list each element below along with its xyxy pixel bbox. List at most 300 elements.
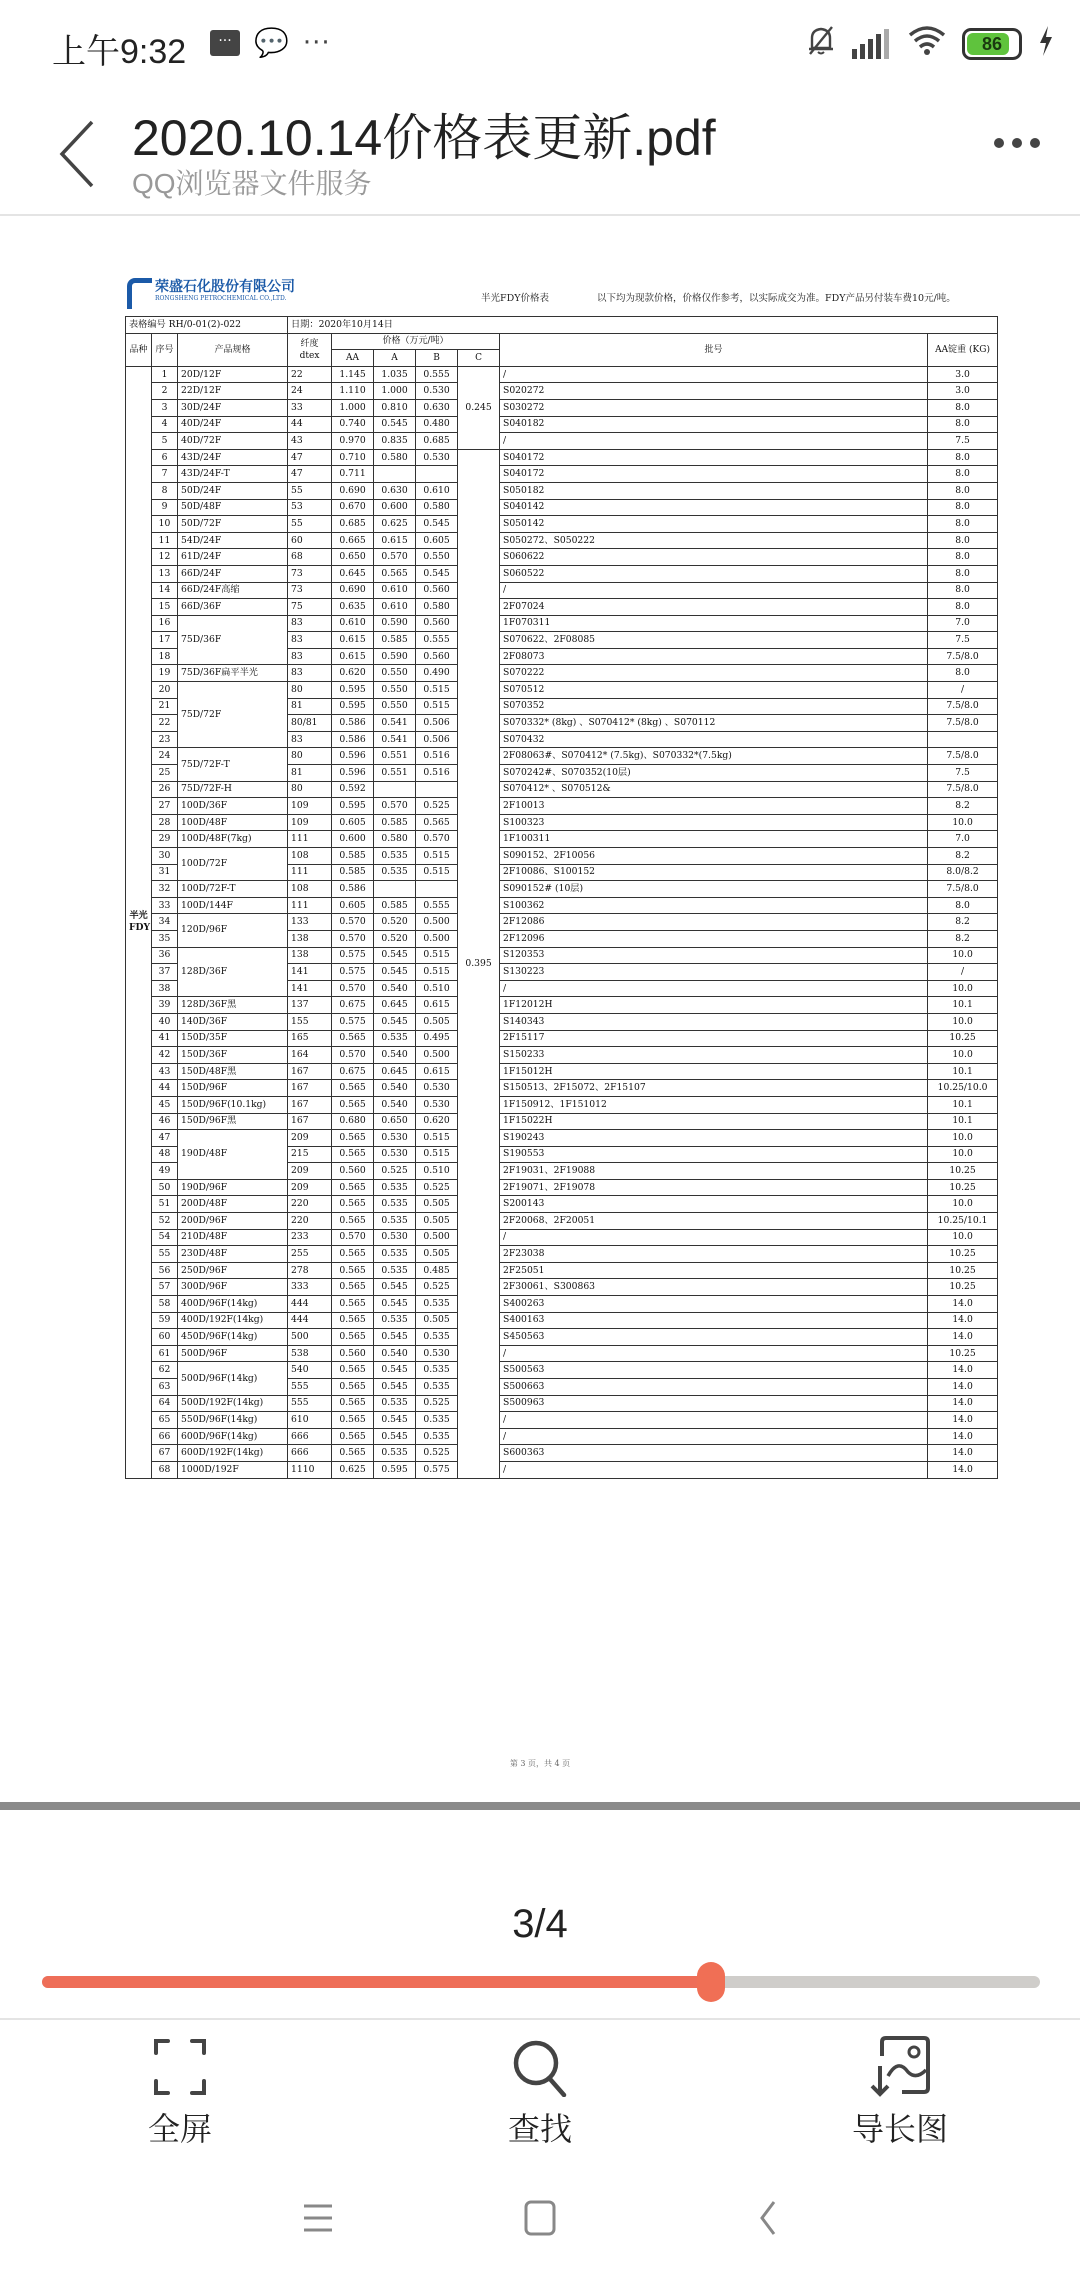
batch-cell: S040172 xyxy=(500,466,928,483)
seq-cell: 45 xyxy=(152,1096,178,1113)
company-name: 荣盛石化股份有限公司 xyxy=(155,279,295,295)
weight-cell: 7.5/8.0 xyxy=(928,698,998,715)
price-b-cell: 0.685 xyxy=(416,433,458,450)
page-slider[interactable] xyxy=(42,1976,1040,1988)
spec-cell: 250D/96F xyxy=(178,1262,288,1279)
weight-cell: 14.0 xyxy=(928,1296,998,1313)
dtex-cell: 109 xyxy=(288,814,332,831)
dtex-cell: 73 xyxy=(288,565,332,582)
price-b-cell: 0.535 xyxy=(416,1329,458,1346)
price-b-cell xyxy=(416,781,458,798)
batch-cell: 2F15117 xyxy=(500,1030,928,1047)
batch-cell: S070242#、S070352(10层) xyxy=(500,765,928,782)
batch-cell: S090152、2F10056 xyxy=(500,848,928,865)
batch-cell: 2F08073 xyxy=(500,648,928,665)
spec-cell: 43D/24F xyxy=(178,449,288,466)
weight-cell: 14.0 xyxy=(928,1412,998,1429)
weight-cell: 10.0 xyxy=(928,1229,998,1246)
price-b-cell: 0.525 xyxy=(416,1445,458,1462)
message-icon: ··· xyxy=(210,30,240,56)
batch-cell: S130223 xyxy=(500,964,928,981)
batch-cell: S070432 xyxy=(500,731,928,748)
price-a-cell: 0.541 xyxy=(374,731,416,748)
price-a-cell: 0.535 xyxy=(374,1312,416,1329)
seq-cell: 28 xyxy=(152,814,178,831)
spec-cell: 54D/24F xyxy=(178,532,288,549)
weight-cell: 10.25/10.0 xyxy=(928,1080,998,1097)
weight-cell: 10.25/10.1 xyxy=(928,1213,998,1230)
dtex-cell: 444 xyxy=(288,1312,332,1329)
seq-cell: 29 xyxy=(152,831,178,848)
dtex-cell: 167 xyxy=(288,1080,332,1097)
seq-cell: 18 xyxy=(152,648,178,665)
price-b-cell: 0.505 xyxy=(416,1213,458,1230)
table-row xyxy=(126,748,998,765)
spec-cell: 20D/12F xyxy=(178,366,288,383)
price-a-cell xyxy=(374,881,416,898)
system-icons xyxy=(806,24,1054,64)
price-aa-cell: 0.565 xyxy=(332,1213,374,1230)
weight-cell: 10.25 xyxy=(928,1262,998,1279)
pdf-viewer[interactable] xyxy=(0,216,1080,1800)
dtex-cell: 80/81 xyxy=(288,715,332,732)
price-b-cell: 0.515 xyxy=(416,1130,458,1147)
price-aa-cell: 0.570 xyxy=(332,1229,374,1246)
weight-cell: 10.25 xyxy=(928,1030,998,1047)
weight-cell: 10.25 xyxy=(928,1279,998,1296)
seq-cell: 63 xyxy=(152,1379,178,1396)
header-weight: AA锭重 (KG) xyxy=(928,333,998,366)
seq-cell: 21 xyxy=(152,698,178,715)
weight-cell: 14.0 xyxy=(928,1428,998,1445)
spec-cell: 230D/48F xyxy=(178,1246,288,1263)
seq-cell: 57 xyxy=(152,1279,178,1296)
weight-cell: 10.25 xyxy=(928,1345,998,1362)
batch-cell: S050182 xyxy=(500,482,928,499)
price-b-cell: 0.535 xyxy=(416,1379,458,1396)
price-aa-cell: 0.615 xyxy=(332,648,374,665)
spec-cell: 100D/72F-T xyxy=(178,881,288,898)
price-a-cell: 0.545 xyxy=(374,964,416,981)
seq-cell: 30 xyxy=(152,848,178,865)
fullscreen-label: 全屏 xyxy=(147,2111,212,2147)
price-aa-cell: 0.575 xyxy=(332,964,374,981)
table-row xyxy=(126,1362,998,1379)
seq-cell: 44 xyxy=(152,1080,178,1097)
spec-cell: 500D/192F(14kg) xyxy=(178,1395,288,1412)
table-row xyxy=(126,1013,998,1030)
price-aa-cell: 0.740 xyxy=(332,416,374,433)
price-aa-cell: 0.565 xyxy=(332,1362,374,1379)
file-title: 2020.10.14价格表更新.pdf xyxy=(132,110,716,166)
price-aa-cell: 0.565 xyxy=(332,1312,374,1329)
seq-cell: 6 xyxy=(152,449,178,466)
dtex-cell: 108 xyxy=(288,848,332,865)
price-aa-cell: 0.650 xyxy=(332,549,374,566)
price-aa-cell: 0.595 xyxy=(332,682,374,699)
dtex-cell: 138 xyxy=(288,930,332,947)
dtex-cell: 233 xyxy=(288,1229,332,1246)
company-name-en: RONGSHENG PETROCHEMICAL CO.,LTD. xyxy=(155,295,287,302)
price-b-cell: 0.515 xyxy=(416,864,458,881)
dot-icon xyxy=(1030,138,1040,148)
weight-cell: 8.0 xyxy=(928,665,998,682)
sheet-title: 半光FDY价格表 xyxy=(481,293,549,304)
table-row xyxy=(126,897,998,914)
dtex-cell: 73 xyxy=(288,582,332,599)
price-a-cell: 0.545 xyxy=(374,947,416,964)
price-b-cell: 0.615 xyxy=(416,1063,458,1080)
spec-cell: 66D/24F高缩 xyxy=(178,582,288,599)
export-long-image-label: 导长图 xyxy=(851,2111,948,2147)
dtex-cell: 500 xyxy=(288,1329,332,1346)
seq-cell: 13 xyxy=(152,565,178,582)
spec-cell: 22D/12F xyxy=(178,383,288,400)
recent-apps-button[interactable] xyxy=(288,2198,348,2238)
batch-cell: S050142 xyxy=(500,516,928,533)
batch-cell: S060622 xyxy=(500,549,928,566)
header-price: 价格（万元/吨） xyxy=(332,333,500,350)
weight-cell: 8.0 xyxy=(928,582,998,599)
price-a-cell: 0.570 xyxy=(374,549,416,566)
price-a-cell: 0.551 xyxy=(374,765,416,782)
weight-cell: 8.0 xyxy=(928,599,998,616)
dtex-cell: 666 xyxy=(288,1445,332,1462)
price-aa-cell: 0.575 xyxy=(332,947,374,964)
price-aa-cell: 0.690 xyxy=(332,582,374,599)
dot-icon xyxy=(1012,138,1022,148)
seq-cell: 4 xyxy=(152,416,178,433)
spec-cell: 66D/24F xyxy=(178,565,288,582)
batch-cell: / xyxy=(500,980,928,997)
table-row xyxy=(126,881,998,898)
weight-cell: 7.5 xyxy=(928,433,998,450)
price-aa-cell: 0.675 xyxy=(332,1063,374,1080)
price-aa-cell: 0.565 xyxy=(332,1096,374,1113)
price-aa-cell: 0.645 xyxy=(332,565,374,582)
price-b-cell: 0.480 xyxy=(416,416,458,433)
back-arrow-icon xyxy=(50,112,110,192)
weight-cell xyxy=(928,731,998,748)
spec-cell: 150D/96F黑 xyxy=(178,1113,288,1130)
dtex-cell: 81 xyxy=(288,765,332,782)
table-row xyxy=(126,1063,998,1080)
table-row xyxy=(126,814,998,831)
batch-cell: 2F23038 xyxy=(500,1246,928,1263)
price-b-cell: 0.506 xyxy=(416,715,458,732)
price-b-cell: 0.505 xyxy=(416,1312,458,1329)
price-a-cell: 0.520 xyxy=(374,914,416,931)
dtex-cell: 83 xyxy=(288,665,332,682)
price-a-cell: 1.035 xyxy=(374,366,416,383)
dtex-cell: 141 xyxy=(288,980,332,997)
dtex-cell: 137 xyxy=(288,997,332,1014)
header-seq: 序号 xyxy=(152,333,178,366)
table-row xyxy=(126,781,998,798)
dtex-cell: 167 xyxy=(288,1113,332,1130)
home-button[interactable] xyxy=(510,2198,570,2238)
export-long-image-button[interactable] xyxy=(820,2032,980,2150)
header-dtex: 纤度 dtex xyxy=(288,333,332,366)
table-row xyxy=(126,1196,998,1213)
weight-cell: 10.0 xyxy=(928,814,998,831)
price-b-cell: 0.560 xyxy=(416,615,458,632)
seq-cell: 10 xyxy=(152,516,178,533)
seq-cell: 3 xyxy=(152,399,178,416)
price-b-cell: 0.510 xyxy=(416,1163,458,1180)
price-aa-cell: 0.596 xyxy=(332,748,374,765)
price-a-cell: 0.535 xyxy=(374,1213,416,1230)
batch-cell: 1F15012H xyxy=(500,1063,928,1080)
weight-cell: 8.0 xyxy=(928,897,998,914)
spec-cell: 50D/48F xyxy=(178,499,288,516)
weight-cell: 8.0 xyxy=(928,449,998,466)
seq-cell: 37 xyxy=(152,964,178,981)
price-a-cell: 0.570 xyxy=(374,798,416,815)
dtex-cell: 55 xyxy=(288,482,332,499)
seq-cell: 66 xyxy=(152,1428,178,1445)
price-a-cell: 0.610 xyxy=(374,582,416,599)
price-aa-cell: 0.615 xyxy=(332,632,374,649)
spec-cell: 450D/96F(14kg) xyxy=(178,1329,288,1346)
dtex-cell: 83 xyxy=(288,648,332,665)
spec-cell: 600D/96F(14kg) xyxy=(178,1428,288,1445)
table-row xyxy=(126,1395,998,1412)
price-a-cell: 0.645 xyxy=(374,997,416,1014)
spec-cell: 75D/72F-H xyxy=(178,781,288,798)
table-row xyxy=(126,1096,998,1113)
seq-cell: 2 xyxy=(152,383,178,400)
batch-cell: / xyxy=(500,1428,928,1445)
header-aa: AA xyxy=(332,350,374,367)
dtex-cell: 540 xyxy=(288,1362,332,1379)
seq-cell: 47 xyxy=(152,1130,178,1147)
back-button[interactable] xyxy=(50,112,110,192)
batch-cell: S040142 xyxy=(500,499,928,516)
table-row xyxy=(126,1329,998,1346)
dtex-cell: 164 xyxy=(288,1047,332,1064)
status-time: 上午9:32 xyxy=(52,33,187,71)
price-a-cell: 0.645 xyxy=(374,1063,416,1080)
batch-cell: S060522 xyxy=(500,565,928,582)
price-a-cell xyxy=(374,781,416,798)
batch-cell: 2F10086、S100152 xyxy=(500,864,928,881)
price-a-cell: 0.580 xyxy=(374,831,416,848)
price-aa-cell: 0.620 xyxy=(332,665,374,682)
batch-cell: 1F070311 xyxy=(500,615,928,632)
price-a-cell: 1.000 xyxy=(374,383,416,400)
price-b-cell: 0.580 xyxy=(416,599,458,616)
spec-cell: 500D/96F(14kg) xyxy=(178,1362,288,1395)
price-a-cell: 0.535 xyxy=(374,864,416,881)
price-aa-cell: 0.675 xyxy=(332,997,374,1014)
spec-cell: 50D/72F xyxy=(178,516,288,533)
price-aa-cell: 0.665 xyxy=(332,532,374,549)
dtex-cell: 111 xyxy=(288,864,332,881)
dtex-cell: 22 xyxy=(288,366,332,383)
price-b-cell: 0.525 xyxy=(416,798,458,815)
weight-cell: 10.0 xyxy=(928,1146,998,1163)
weight-cell: 10.0 xyxy=(928,947,998,964)
dtex-cell: 167 xyxy=(288,1096,332,1113)
more-options-button[interactable] xyxy=(994,138,1040,148)
price-aa-cell: 0.565 xyxy=(332,1296,374,1313)
weight-cell: / xyxy=(928,964,998,981)
dtex-cell: 538 xyxy=(288,1345,332,1362)
dtex-cell: 255 xyxy=(288,1246,332,1263)
price-aa-cell: 0.570 xyxy=(332,930,374,947)
seq-cell: 61 xyxy=(152,1345,178,1362)
price-b-cell: 0.515 xyxy=(416,1146,458,1163)
batch-cell: 2F30061、S300863 xyxy=(500,1279,928,1296)
table-row xyxy=(126,482,998,499)
price-aa-cell: 0.685 xyxy=(332,516,374,533)
spec-cell: 43D/24F-T xyxy=(178,466,288,483)
weight-cell: 7.5/8.0 xyxy=(928,715,998,732)
price-c-cell: 0.245 xyxy=(458,366,500,449)
spec-cell: 200D/48F xyxy=(178,1196,288,1213)
weight-cell: 8.2 xyxy=(928,930,998,947)
price-a-cell: 0.540 xyxy=(374,980,416,997)
weight-cell: 10.0 xyxy=(928,980,998,997)
slider-thumb[interactable] xyxy=(697,1962,725,2002)
table-row xyxy=(126,1246,998,1263)
weight-cell: 14.0 xyxy=(928,1312,998,1329)
price-aa-cell: 0.565 xyxy=(332,1395,374,1412)
weight-cell: 10.1 xyxy=(928,1113,998,1130)
batch-cell: S070412* 、S070512& xyxy=(500,781,928,798)
price-a-cell: 0.535 xyxy=(374,1445,416,1462)
seq-cell: 7 xyxy=(152,466,178,483)
table-row xyxy=(126,433,998,450)
weight-cell: 7.5 xyxy=(928,765,998,782)
weight-cell: 10.0 xyxy=(928,1013,998,1030)
weight-cell: 7.5/8.0 xyxy=(928,781,998,798)
price-b-cell: 0.485 xyxy=(416,1262,458,1279)
seq-cell: 5 xyxy=(152,433,178,450)
price-b-cell: 0.535 xyxy=(416,1428,458,1445)
seq-cell: 26 xyxy=(152,781,178,798)
price-aa-cell: 0.595 xyxy=(332,798,374,815)
table-row xyxy=(126,682,998,699)
seq-cell: 11 xyxy=(152,532,178,549)
batch-cell: / xyxy=(500,366,928,383)
fullscreen-button[interactable] xyxy=(100,2032,260,2150)
price-aa-cell: 0.565 xyxy=(332,1428,374,1445)
price-aa-cell: 0.565 xyxy=(332,1262,374,1279)
more-notifications-icon: ··· xyxy=(302,28,331,58)
dtex-cell: 209 xyxy=(288,1130,332,1147)
price-aa-cell: 0.565 xyxy=(332,1080,374,1097)
batch-cell: S040182 xyxy=(500,416,928,433)
dtex-cell: 80 xyxy=(288,748,332,765)
price-a-cell: 0.545 xyxy=(374,1412,416,1429)
price-aa-cell: 0.565 xyxy=(332,1179,374,1196)
price-aa-cell: 0.605 xyxy=(332,897,374,914)
spec-cell: 100D/48F xyxy=(178,814,288,831)
seq-cell: 43 xyxy=(152,1063,178,1080)
price-b-cell: 0.575 xyxy=(416,1461,458,1478)
dtex-cell: 108 xyxy=(288,881,332,898)
price-b-cell: 0.490 xyxy=(416,665,458,682)
price-aa-cell: 0.586 xyxy=(332,715,374,732)
seq-cell: 42 xyxy=(152,1047,178,1064)
spec-cell: 1000D/192F xyxy=(178,1461,288,1478)
search-button[interactable] xyxy=(460,2032,620,2150)
seq-cell: 39 xyxy=(152,997,178,1014)
price-b-cell: 0.605 xyxy=(416,532,458,549)
batch-cell: S050272、S050222 xyxy=(500,532,928,549)
price-aa-cell: 0.575 xyxy=(332,1013,374,1030)
dtex-cell: 666 xyxy=(288,1428,332,1445)
header-variety: 品种 xyxy=(126,333,152,366)
batch-cell: S070622、2F08085 xyxy=(500,632,928,649)
weight-cell: 8.0 xyxy=(928,416,998,433)
spec-cell: 100D/36F xyxy=(178,798,288,815)
table-row xyxy=(126,1461,998,1478)
spec-cell: 300D/96F xyxy=(178,1279,288,1296)
seq-cell: 24 xyxy=(152,748,178,765)
weight-cell: 14.0 xyxy=(928,1362,998,1379)
spec-cell: 75D/36F扁平半光 xyxy=(178,665,288,682)
price-a-cell: 0.835 xyxy=(374,433,416,450)
weight-cell: 10.25 xyxy=(928,1246,998,1263)
header-a: A xyxy=(374,350,416,367)
price-b-cell: 0.515 xyxy=(416,698,458,715)
table-row xyxy=(126,665,998,682)
price-b-cell: 0.525 xyxy=(416,1179,458,1196)
table-row xyxy=(126,798,998,815)
dtex-cell: 47 xyxy=(288,449,332,466)
home-icon xyxy=(524,2200,556,2236)
dtex-cell: 80 xyxy=(288,781,332,798)
price-a-cell: 0.545 xyxy=(374,1428,416,1445)
table-row xyxy=(126,1130,998,1147)
batch-cell: S090152# (10层) xyxy=(500,881,928,898)
seq-cell: 54 xyxy=(152,1229,178,1246)
dtex-cell: 133 xyxy=(288,914,332,931)
seq-cell: 9 xyxy=(152,499,178,516)
price-a-cell: 0.585 xyxy=(374,814,416,831)
seq-cell: 55 xyxy=(152,1246,178,1263)
dtex-cell: 209 xyxy=(288,1163,332,1180)
price-b-cell: 0.555 xyxy=(416,366,458,383)
price-aa-cell: 0.570 xyxy=(332,980,374,997)
system-back-button[interactable] xyxy=(738,2198,798,2238)
price-aa-cell: 0.565 xyxy=(332,1196,374,1213)
weight-cell: 7.5/8.0 xyxy=(928,748,998,765)
weight-cell: 10.0 xyxy=(928,1047,998,1064)
price-a-cell: 0.650 xyxy=(374,1113,416,1130)
price-aa-cell: 0.565 xyxy=(332,1130,374,1147)
spec-cell: 190D/48F xyxy=(178,1130,288,1180)
table-row xyxy=(126,1047,998,1064)
price-c-cell: 0.395 xyxy=(458,449,500,1478)
price-a-cell: 0.545 xyxy=(374,1013,416,1030)
price-aa-cell: 0.680 xyxy=(332,1113,374,1130)
spec-cell: 500D/96F xyxy=(178,1345,288,1362)
seq-cell: 34 xyxy=(152,914,178,931)
charging-icon xyxy=(1038,26,1054,63)
table-row xyxy=(126,1262,998,1279)
seq-cell: 25 xyxy=(152,765,178,782)
batch-cell: S020272 xyxy=(500,383,928,400)
spec-cell: 75D/72F xyxy=(178,682,288,748)
spec-cell: 210D/48F xyxy=(178,1229,288,1246)
table-row xyxy=(126,1428,998,1445)
batch-cell: 2F12096 xyxy=(500,930,928,947)
weight-cell: 7.0 xyxy=(928,831,998,848)
